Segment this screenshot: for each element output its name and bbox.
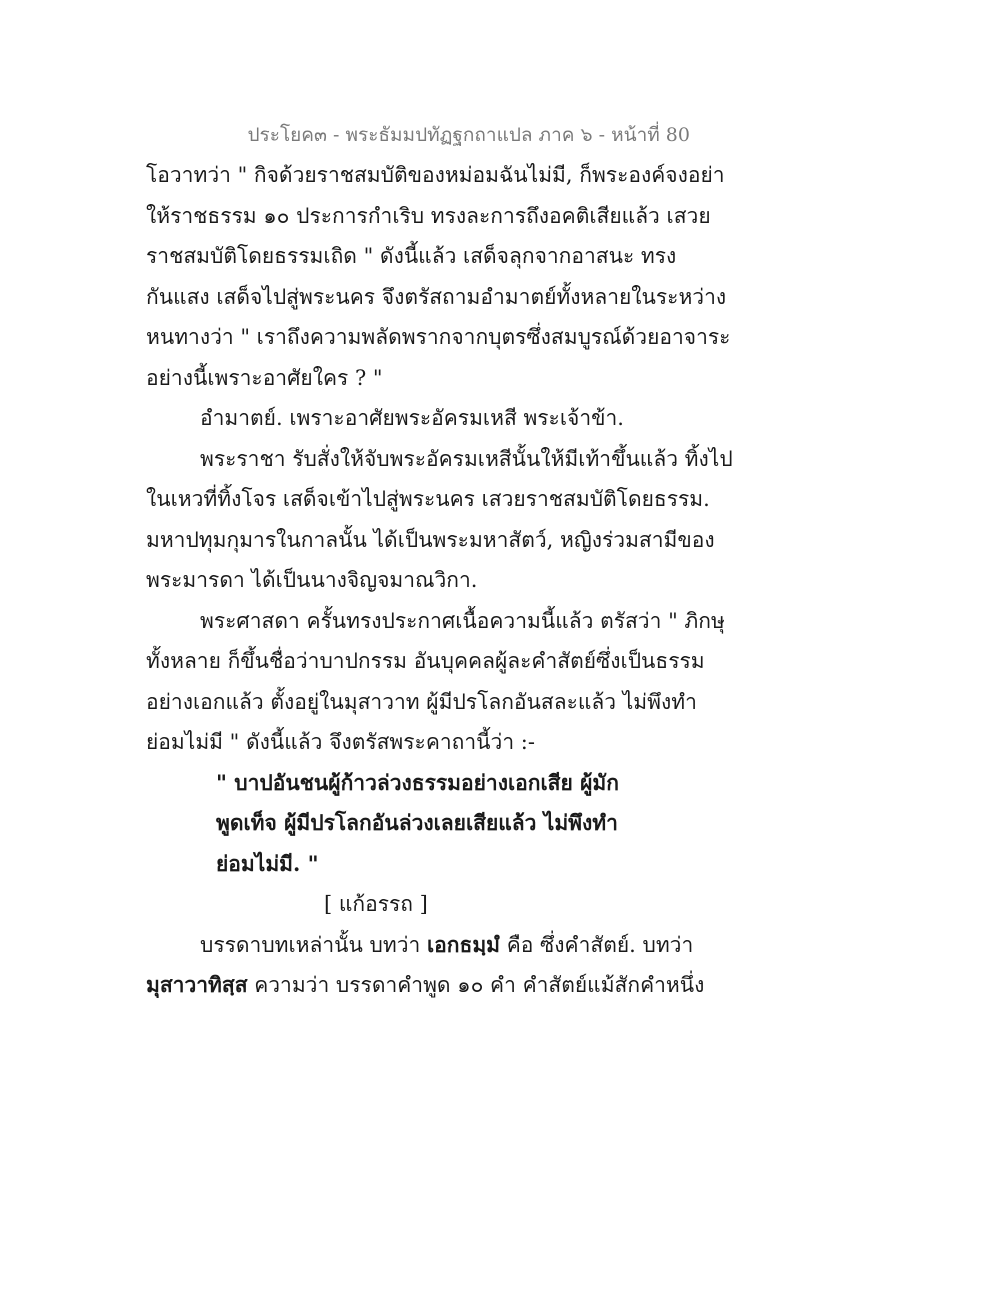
- body-text: [146, 155, 733, 1006]
- text-segment: ความว่า บรรดาคำพูด ๑๐ คำ คำสัตย์แม้สักคำหนึ่ง: [247, 973, 705, 997]
- verse-line: พูดเท็จ ผู้มีปรโลกอันล่วงเลยเสียแล้ว ไม่พึงทำ: [216, 810, 618, 835]
- verse-line: ย่อมไม่มี. ": [216, 850, 319, 876]
- text-line: ให้ราชธรรม ๑๐ ประการกำเริบ ทรงละการถึงอคติเสียแล้ว เสวย: [146, 203, 711, 228]
- text-line: กันแสง เสด็จไปสู่พระนคร จึงตรัสถามอำมาตย์ทั้งหลายในระหว่าง: [146, 284, 727, 309]
- text-line: [146, 925, 706, 966]
- text-line: มหาปทุมกุมารในกาลนั้น ได้เป็นพระมหาสัตว์, หญิงร่วมสามีของ: [146, 527, 715, 552]
- text-line: หนทางว่า " เราถึงความพลัดพรากจากบุตรซึ่งสมบูรณ์ด้วยอาจาระ: [146, 325, 731, 349]
- text-line: ในเหวที่ทิ้งโจร เสด็จเข้าไปสู่พระนคร เสวยราชสมบัติโดยธรรม.: [146, 487, 710, 511]
- pali-term: เอกธมฺมํ: [427, 931, 501, 957]
- text-line: ราชสมบัติโดยธรรมเถิด " ดังนี้แล้ว เสด็จลุกจากอาสนะ ทรง: [146, 244, 677, 268]
- running-header: ประโยค๓ - พระธัมมปทัฏฐกถาแปล ภาค ๖ - หน้าที่ 80: [247, 124, 690, 146]
- text-line: ทั้งหลาย ก็ขึ้นชื่อว่าบาปกรรม อันบุคคลผู้ละคำสัตย์ซึ่งเป็นธรรม: [146, 649, 705, 673]
- section-heading: [ แก้อรรถ ]: [324, 892, 428, 916]
- text-segment: คือ ซึ่งคำสัตย์. บทว่า: [500, 932, 694, 957]
- text-line: อย่างนี้เพราะอาศัยใคร ? ": [146, 365, 383, 390]
- pali-term: มุสาวาทิสฺส: [146, 972, 248, 997]
- text-line: ย่อมไม่มี " ดังนี้แล้ว จึงตรัสพระคาถานี้ว่า :-: [146, 730, 535, 754]
- text-line: พระมารดา ได้เป็นนางจิญจมาณวิกา.: [146, 568, 478, 592]
- text-line: อำมาตย์. เพราะอาศัยพระอัครมเหสี พระเจ้าข้า.: [200, 406, 624, 430]
- text-line: โอวาทว่า " กิจด้วยราชสมบัติของหม่อมฉันไม่มี, ก็พระองค์จงอย่า: [146, 163, 725, 187]
- text-segment: บรรดาบทเหล่านั้น บทว่า: [200, 932, 427, 957]
- text-line: อย่างเอกแล้ว ตั้งอยู่ในมุสาวาท ผู้มีปรโลกอันสละแล้ว ไม่พึงทำ: [146, 689, 697, 714]
- text-line: พระราชา รับสั่งให้จับพระอัครมเหสีนั้นให้มีเท้าขึ้นแล้ว ทิ้งไป: [200, 446, 733, 471]
- text-line: [146, 965, 706, 1006]
- text-line: พระศาสดา ครั้นทรงประกาศเนื้อความนี้แล้ว ตรัสว่า " ภิกษุ: [200, 608, 725, 633]
- verse-line: " บาปอันชนผู้ก้าวล่วงธรรมอย่างเอกเสีย ผู้มัก: [216, 769, 619, 795]
